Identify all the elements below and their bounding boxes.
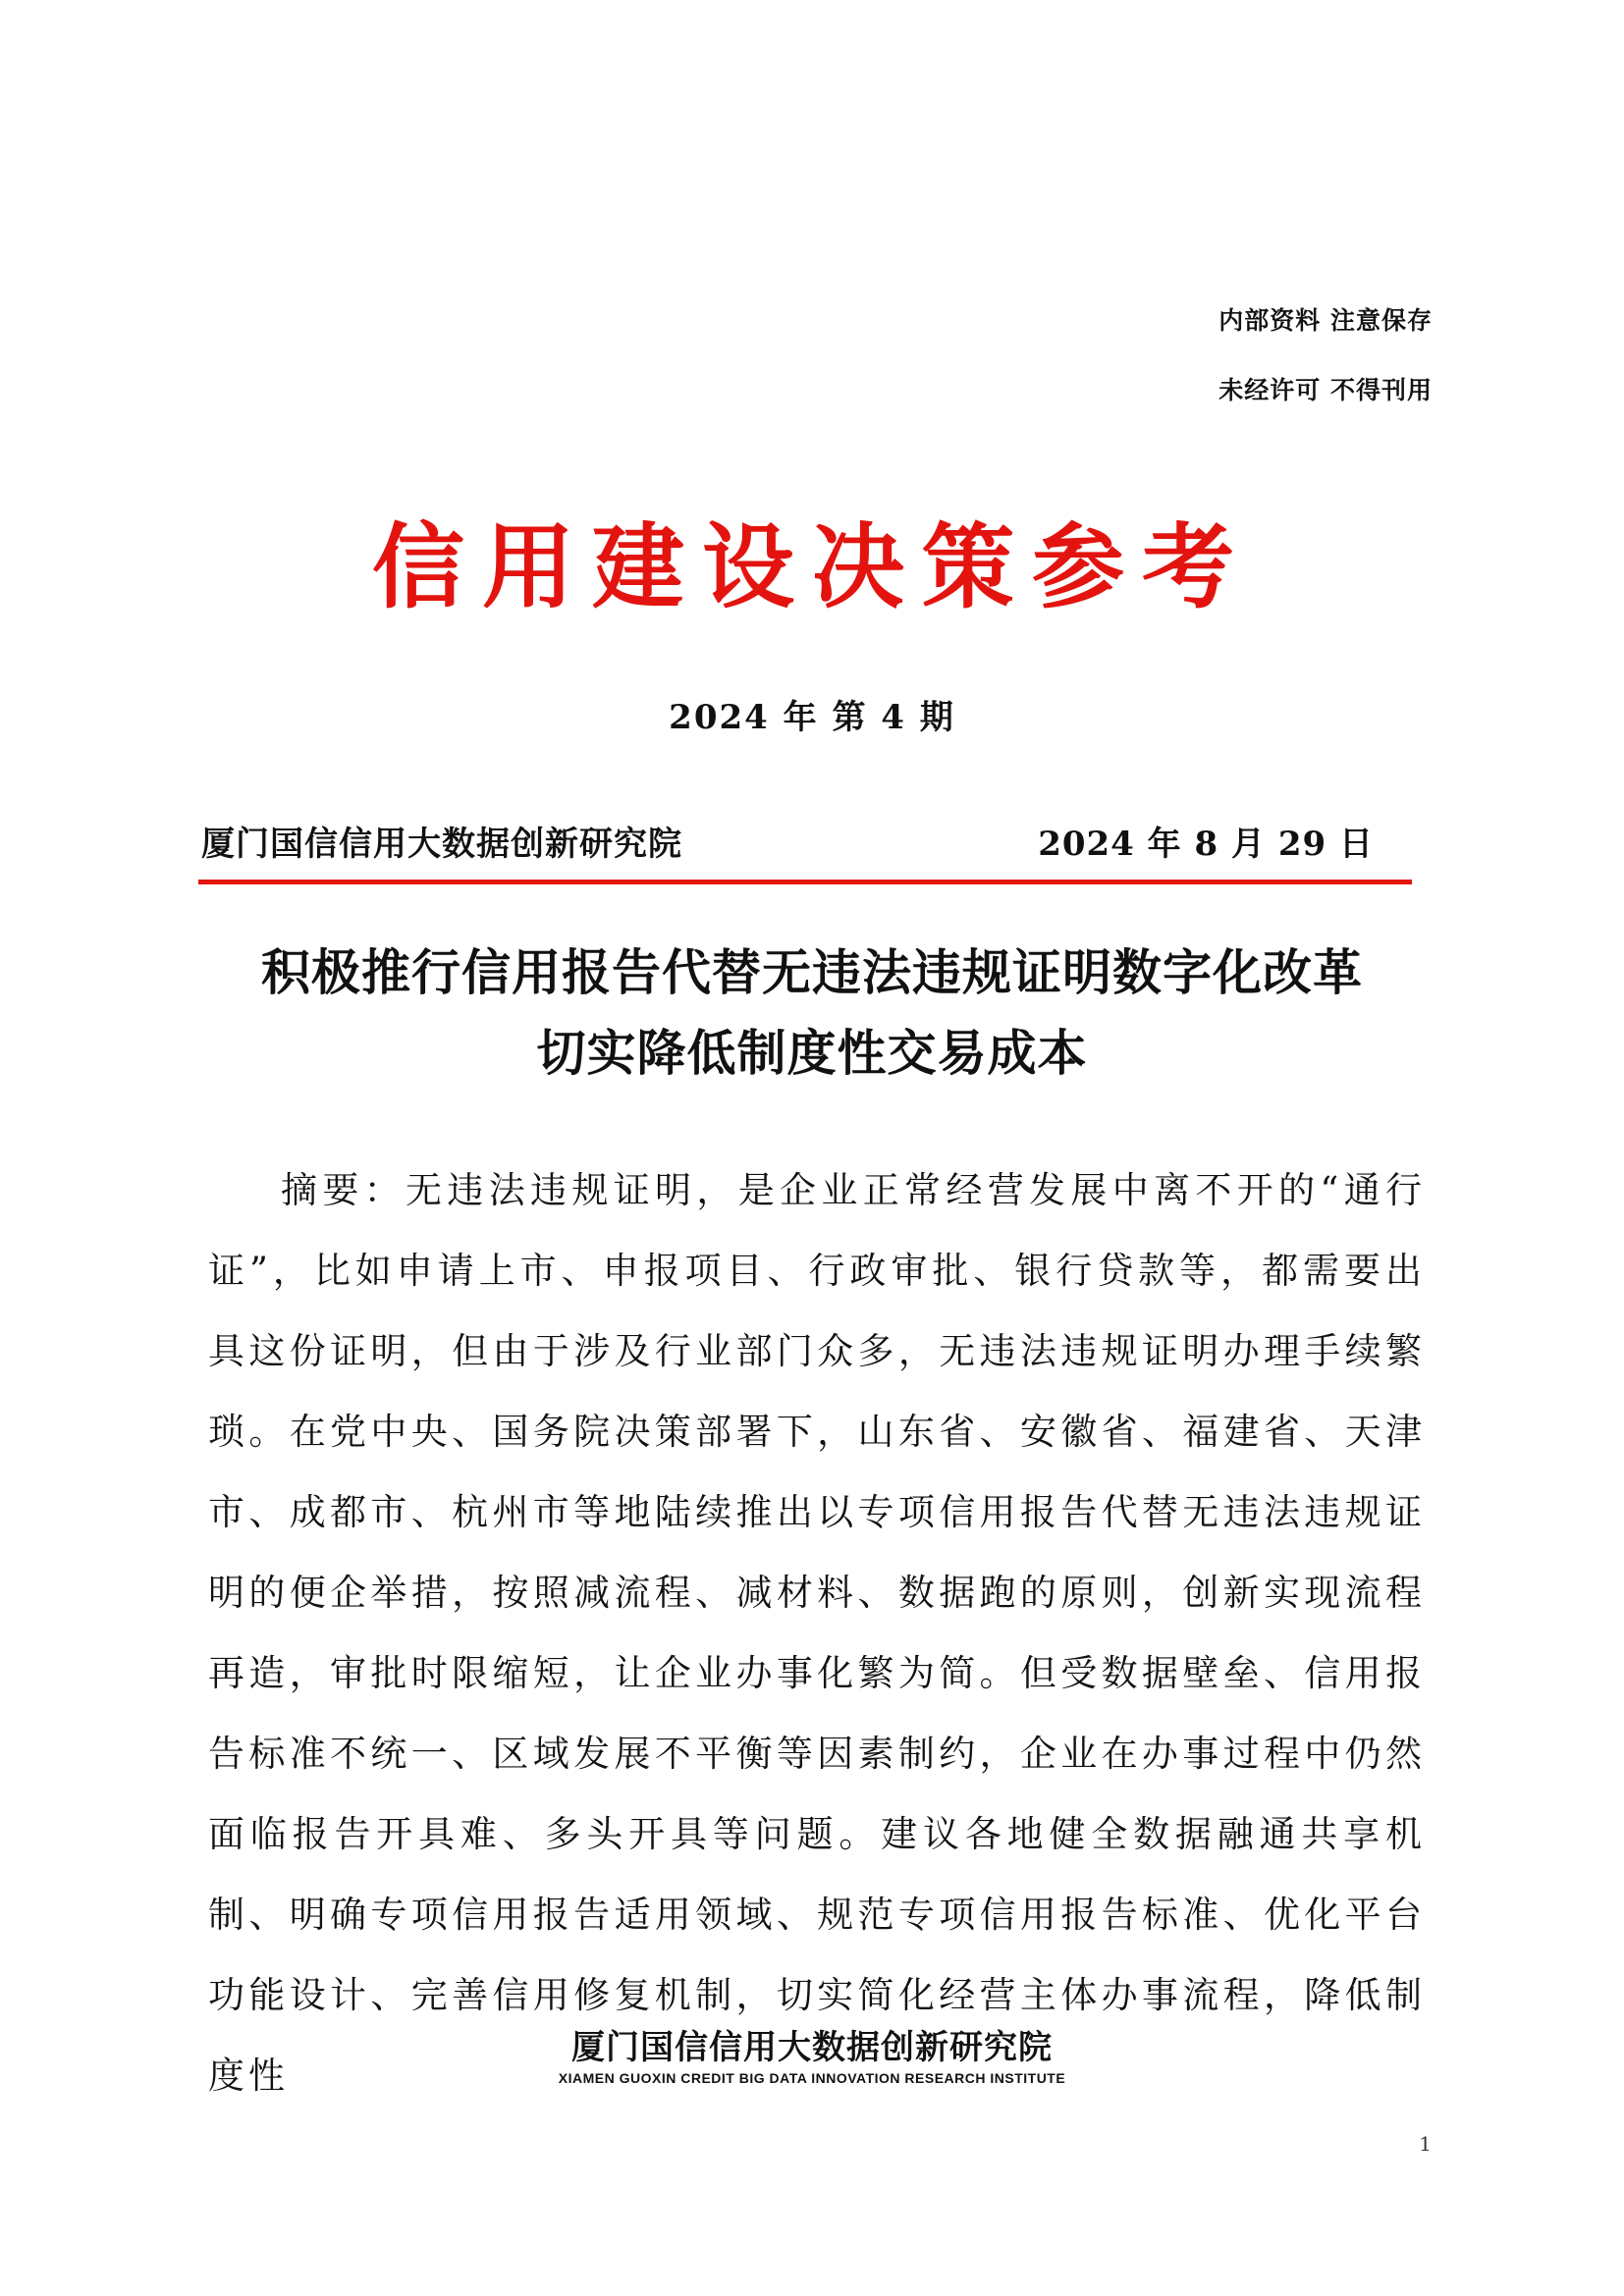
abstract-paragraph bbox=[208, 1150, 1426, 2116]
publication-date: 2024 年 8 月 29 日 bbox=[1038, 825, 1374, 864]
headline-line-2: 切实降低制度性交易成本 bbox=[536, 1024, 1088, 1082]
publisher-name: 厦门国信信用大数据创新研究院 bbox=[201, 825, 682, 864]
headline-line-1: 积极推行信用报告代替无违法违规证明数字化改革 bbox=[261, 943, 1363, 1001]
confidentiality-notice-2: 未经许可 不得刊用 bbox=[1218, 376, 1433, 404]
abstract-label: 摘要： bbox=[281, 1169, 406, 1211]
red-divider bbox=[198, 880, 1412, 884]
footer-logo bbox=[0, 2030, 1624, 2086]
abstract-text: 无违法违规证明，是企业正常经营发展中离不开的“通行证”，比如申请上市、申报项目、行政审批、银行贷款等，都需要出具这份证明，但由于涉及行业部门众多，无违法违规证明办理手续繁琐。在党中央、国务院决策部署下，山东省、安徽省、福建省、天津市、成都市、杭州市等地陆续推出以专项信用报告代替无违法违规证明的便企举措，按照减流程、减材料、数据跑的原则，创新实现流程再造，审批时限缩短，让企业办事化繁为简。但受数据壁垒、信用报告标准不统一、区域发展不平衡等因素制约，企业在办事过程中仍然面临报告开具难、多头开具等问题。建议各地健全数据融通共享机制、明确专项信用报告适用领域、规范专项信用报告标准、优化平台功能设计、完善信用修复机制，切实简化经营主体办事流程，降低制度性 bbox=[208, 1169, 1426, 2097]
masthead-title: 信用建设决策参考 bbox=[371, 514, 1252, 621]
footer-org-chinese: 厦门国信信用大数据创新研究院 bbox=[571, 2028, 1053, 2067]
issue-number: 2024 年 第 4 期 bbox=[669, 698, 955, 737]
footer-org-english: XIAMEN GUOXIN CREDIT BIG DATA INNOVATION RESEARCH INSTITUTE bbox=[558, 2070, 1066, 2087]
confidentiality-notice-1: 内部资料 注意保存 bbox=[1218, 306, 1433, 335]
page-number: 1 bbox=[1419, 2132, 1432, 2156]
